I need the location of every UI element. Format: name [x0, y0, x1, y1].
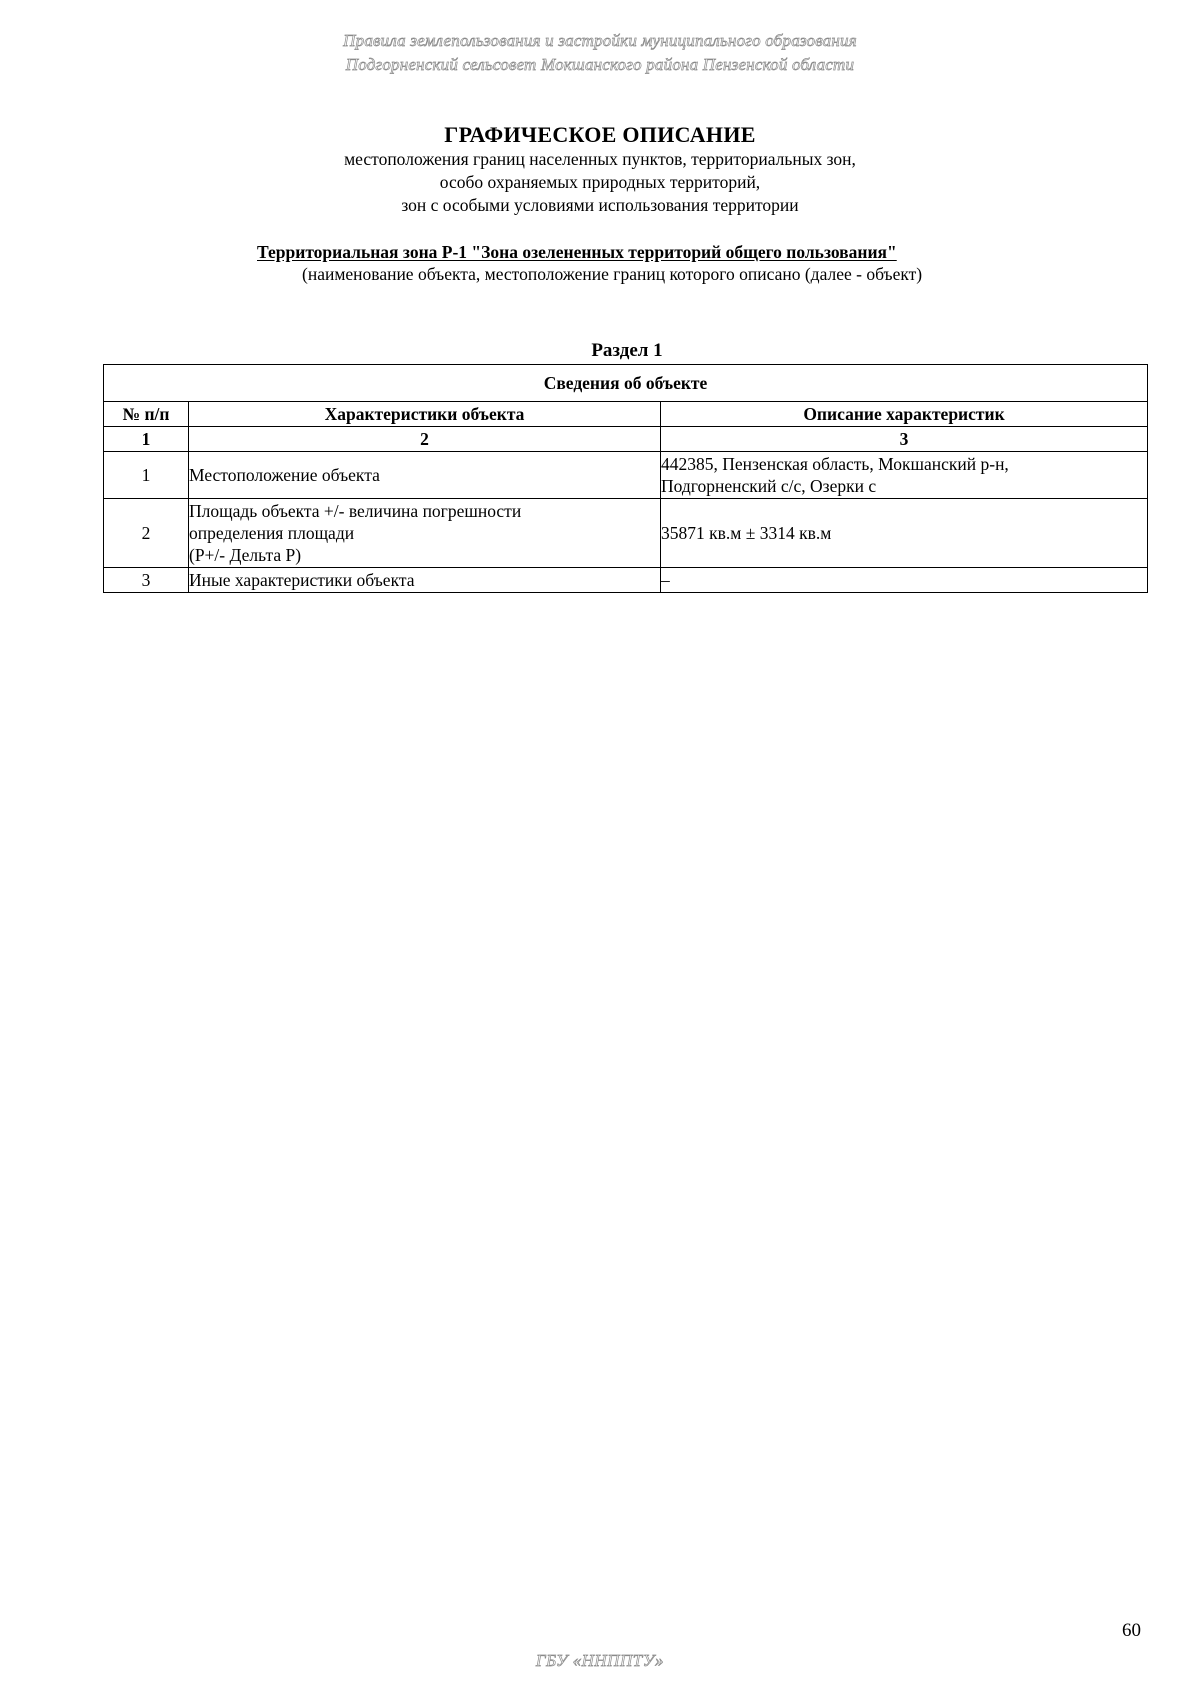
table-row — [104, 452, 1148, 499]
running-header-line-1: Правила землепользования и застройки муниципального образования — [343, 31, 857, 50]
document-subtitle-line-1: местоположения границ населенных пунктов, территориальных зон, — [344, 149, 856, 169]
description-line: – — [661, 570, 670, 590]
column-header-number: № п/п — [104, 402, 189, 427]
running-header-line-2: Подгорненский сельсовет Мокшанского района Пензенской области — [345, 55, 855, 74]
characteristic-line: Иные характеристики объекта — [189, 570, 415, 590]
description-line: 442385, Пензенская область, Мокшанский р-н, — [661, 454, 1009, 474]
row-description — [661, 452, 1148, 499]
row-characteristic — [189, 568, 661, 593]
characteristic-line: определения площади — [189, 523, 355, 543]
document-subtitle-line-2: особо охраняемых природных территорий, — [439, 172, 761, 192]
row-number: 3 — [104, 568, 189, 593]
column-number-2: 2 — [189, 427, 661, 452]
column-header-characteristic: Характеристики объекта — [189, 402, 661, 427]
table-row — [104, 568, 1148, 593]
row-number: 1 — [104, 452, 189, 499]
table-caption-row — [104, 365, 1148, 402]
document-subtitle-line-3: зон с особыми условиями использования территории — [401, 195, 799, 215]
column-number-1: 1 — [104, 427, 189, 452]
footer-organization: ГБУ «ННППТУ» — [535, 1651, 665, 1670]
table-header-row — [104, 402, 1148, 427]
zone-title: Территориальная зона Р-1 "Зона озелененных территорий общего пользования" — [257, 242, 897, 262]
table-caption: Сведения об объекте — [104, 365, 1148, 402]
row-number: 2 — [104, 499, 189, 568]
column-number-3: 3 — [661, 427, 1148, 452]
characteristic-line: Местоположение объекта — [189, 465, 380, 485]
description-line: 35871 кв.м ± 3314 кв.м — [661, 523, 832, 543]
object-info-table — [103, 364, 1148, 593]
row-description — [661, 499, 1148, 568]
row-characteristic — [189, 499, 661, 568]
page-number: 60 — [1122, 1620, 1141, 1641]
description-line: Подгорненский с/с, Озерки с — [661, 476, 877, 496]
row-characteristic — [189, 452, 661, 499]
characteristic-line: (Р+/- Дельта Р) — [189, 545, 302, 565]
characteristic-line: Площадь объекта +/- величина погрешности — [189, 501, 522, 521]
zone-caption: (наименование объекта, местоположение границ которого описано (далее - объект) — [302, 264, 923, 284]
column-number-row — [104, 427, 1148, 452]
section-title: Раздел 1 — [591, 340, 663, 361]
table-row — [104, 499, 1148, 568]
document-title: ГРАФИЧЕСКОЕ ОПИСАНИЕ — [444, 122, 756, 147]
column-header-description: Описание характеристик — [661, 402, 1148, 427]
row-description — [661, 568, 1148, 593]
